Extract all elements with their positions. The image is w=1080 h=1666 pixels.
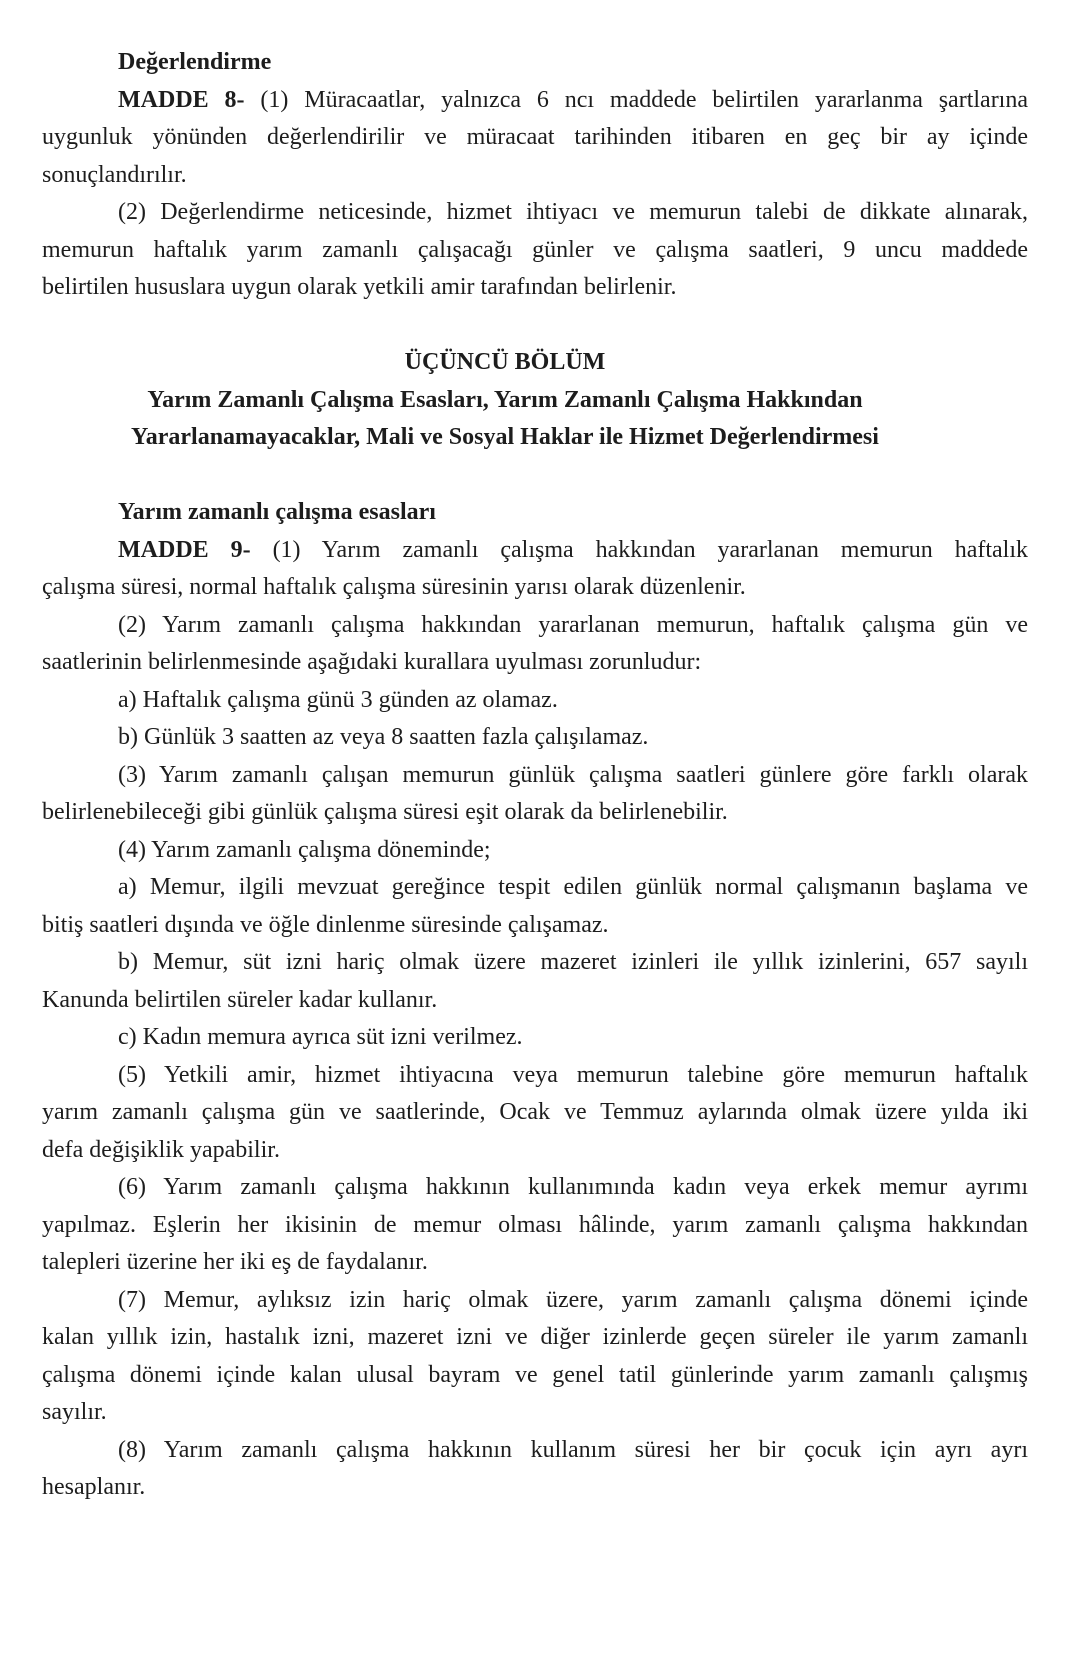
article-9-paragraph-5-line-1: (5) Yetkili amir, hizmet ihtiyacına veya memurun talebine göre memurun haftalık	[118, 1061, 1028, 1088]
article-8-paragraph-2-line-3: belirtilen hususlara uygun olarak yetkili amir tarafından belirlenir.	[42, 274, 677, 300]
spacer	[42, 457, 1028, 495]
article-8-paragraph-1-line-3: sonuçlandırılır.	[42, 161, 187, 188]
article-9-paragraph-7-line-1: (7) Memur, aylıksız izin hariç olmak üzere, yarım zamanlı çalışma dönemi içinde	[118, 1286, 1028, 1313]
article-9-paragraph-2-line-1: (2) Yarım zamanlı çalışma hakkından yararlanan memurun, haftalık çalışma gün ve	[118, 611, 1028, 638]
article-9-paragraph-5-line-2: yarım zamanlı çalışma gün ve saatlerinde, Ocak ve Temmuz aylarında olmak üzere yılda iki	[42, 1099, 1028, 1125]
article-9-paragraph-4-line-1: (4) Yarım zamanlı çalışma döneminde;	[118, 836, 491, 863]
spacer	[42, 307, 1028, 345]
article-9-paragraph-1-line-2: çalışma süresi, normal haftalık çalışma süresinin yarısı olarak düzenlenir.	[42, 574, 746, 600]
article-8-paragraph-2-line-2: memurun haftalık yarım zamanlı çalışacağı günler ve çalışma saatleri, 9 uncu maddede	[42, 236, 1028, 263]
section-subtitle-line-2: Yararlanamayacaklar, Mali ve Sosyal Haklar ile Hizmet Değerlendirmesi	[131, 424, 879, 450]
article-8-paragraph-1-line-1	[42, 82, 1028, 120]
article-9-paragraph-1-line-1	[42, 532, 1028, 570]
article-9-paragraph-6-line-1: (6) Yarım zamanlı çalışma hakkının kullanımında kadın veya erkek memur ayrımı	[118, 1174, 1028, 1200]
article-9-paragraph-1-text: (1) Yarım zamanlı çalışma hakkından yararlanan memurun haftalık	[272, 536, 1028, 563]
section-subtitle-line-1: Yarım Zamanlı Çalışma Esasları, Yarım Zamanlı Çalışma Hakkından	[147, 386, 863, 413]
article-9-item-4b-line-1: b) Memur, süt izni hariç olmak üzere mazeret izinleri ile yıllık izinlerini, 657 sayılı	[118, 949, 1028, 975]
article-9-item-4c: c) Kadın memura ayrıca süt izni verilmez.	[118, 1024, 523, 1050]
article-8-paragraph-1-text: (1) Müracaatlar, yalnızca 6 ncı maddede belirtilen yararlanma şartlarına	[260, 86, 1028, 113]
article-9-item-2a: a) Haftalık çalışma günü 3 günden az olamaz.	[118, 686, 558, 713]
article-9-paragraph-7-line-2: kalan yıllık izin, hastalık izni, mazeret izni ve diğer izinlerde geçen süreler ile yarım zamanlı	[42, 1324, 1028, 1350]
article-9-paragraph-7-line-3: çalışma dönemi içinde kalan ulusal bayram ve genel tatil günlerinde yarım zamanlı çalışmış	[42, 1361, 1028, 1388]
article-9-paragraph-5-line-3: defa değişiklik yapabilir.	[42, 1136, 280, 1163]
article-9-paragraph-7-line-4: sayılır.	[42, 1399, 107, 1425]
article-9-heading: Yarım zamanlı çalışma esasları	[118, 499, 436, 525]
article-8-label: MADDE 8-	[118, 86, 245, 113]
article-9-item-4b-line-2: Kanunda belirtilen süreler kadar kullanır.	[42, 986, 438, 1013]
article-9-item-4a-line-2: bitiş saatleri dışında ve öğle dinlenme süresinde çalışamaz.	[42, 911, 609, 938]
article-8-paragraph-1-line-2: uygunluk yönünden değerlendirilir ve müracaat tarihinden itibaren en geç bir ay içinde	[42, 124, 1028, 150]
article-9-label: MADDE 9-	[118, 536, 251, 563]
article-9-paragraph-8-line-2: hesaplanır.	[42, 1474, 146, 1500]
article-8-paragraph-2-line-1: (2) Değerlendirme neticesinde, hizmet ihtiyacı ve memurun talebi de dikkate alınarak,	[118, 199, 1028, 225]
article-8-heading: Değerlendirme	[118, 49, 272, 75]
document-page	[42, 44, 1028, 1507]
article-9-item-4a-line-1: a) Memur, ilgili mevzuat gereğince tespit edilen günlük normal çalışmanın başlama ve	[118, 874, 1028, 900]
article-9-item-2b: b) Günlük 3 saatten az veya 8 saatten fazla çalışılamaz.	[118, 724, 649, 750]
article-9-paragraph-8-line-1: (8) Yarım zamanlı çalışma hakkının kullanım süresi her bir çocuk için ayrı ayrı	[118, 1436, 1028, 1463]
article-9-paragraph-2-line-2: saatlerinin belirlenmesinde aşağıdaki kurallara uyulması zorunludur:	[42, 649, 702, 675]
article-9-paragraph-6-line-2: yapılmaz. Eşlerin her ikisinin de memur olması hâlinde, yarım zamanlı çalışma hakkından	[42, 1211, 1028, 1238]
article-9-paragraph-6-line-3: talepleri üzerine her iki eş de faydalanır.	[42, 1249, 428, 1275]
section-title: ÜÇÜNCÜ BÖLÜM	[404, 349, 606, 375]
article-9-paragraph-3-line-1: (3) Yarım zamanlı çalışan memurun günlük çalışma saatleri günlere göre farklı olarak	[118, 761, 1028, 788]
article-9-paragraph-3-line-2: belirlenebileceği gibi günlük çalışma süresi eşit olarak da belirlenebilir.	[42, 799, 728, 825]
